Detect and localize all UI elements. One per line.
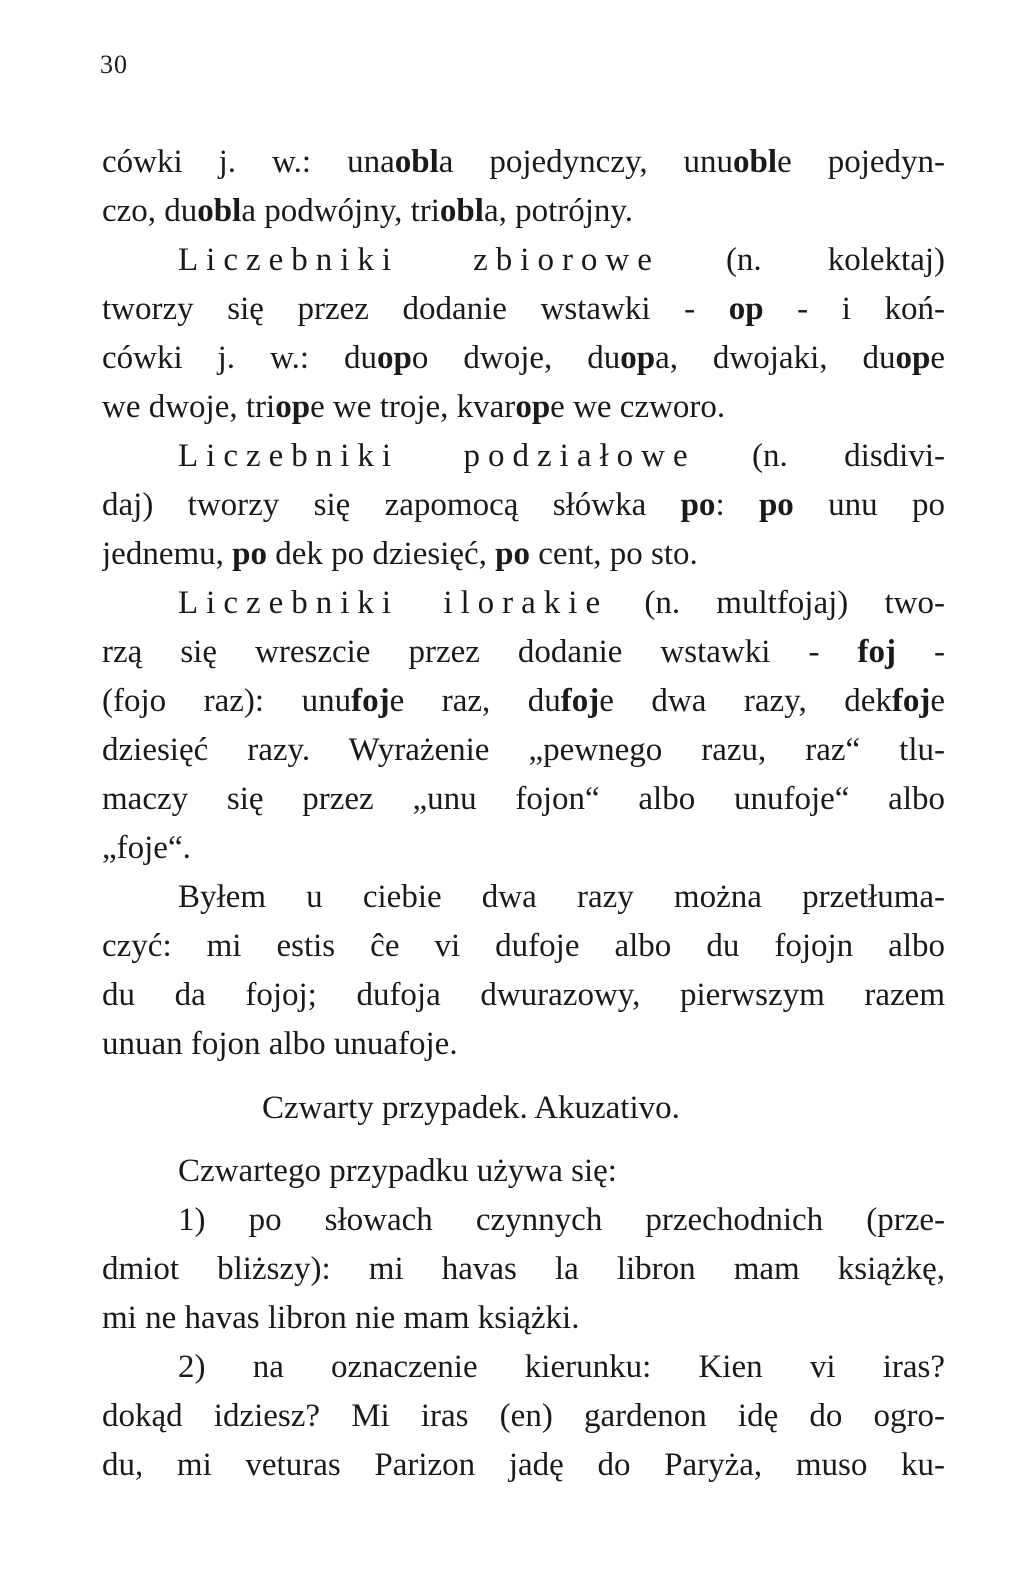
- text-line: we dwoje, triope we troje, kvarope we czworo.: [102, 389, 726, 425]
- text-line: (fojo raz): unufoje raz, dufoje dwa razy, dekfoje: [102, 683, 945, 719]
- text-line: cówki j. w.: duopo dwoje, duopa, dwojaki, duope: [102, 340, 945, 376]
- text-line: jednemu, po dek po dziesięć, po cent, po sto.: [102, 536, 698, 572]
- text-line: du, mi veturas Parizon jadę do Paryża, muso ku-: [102, 1447, 945, 1483]
- text-line: Byłem u ciebie dwa razy można przetłuma-: [178, 879, 945, 915]
- text-line: unuan fojon albo unuafoje.: [102, 1026, 458, 1062]
- text-line: maczy się przez „unu fojon“ albo unufoje“ albo: [102, 781, 945, 817]
- section-heading: Czwarty przypadek. Akuzativo.: [262, 1090, 680, 1126]
- text-line: „foje“.: [102, 830, 191, 866]
- text-line: cówki j. w.: unaobla pojedynczy, unuoble pojedyn-: [102, 144, 945, 180]
- text-line: 2) na oznaczenie kierunku: Kien vi iras?: [178, 1349, 945, 1385]
- text-line: dziesięć razy. Wyrażenie „pewnego razu, raz“ tlu-: [102, 732, 945, 768]
- text-line: Liczebniki podziałowe (n. disdivi-: [178, 438, 945, 474]
- text-line: dokąd idziesz? Mi iras (en) gardenon idę do ogro-: [102, 1398, 945, 1434]
- text-line: czyć: mi estis ĉe vi dufoje albo du fojojn albo: [102, 928, 945, 964]
- text-line: czo, duobla podwójny, triobla, potrójny.: [102, 193, 634, 229]
- text-line: tworzy się przez dodanie wstawki - op - i koń-: [102, 291, 945, 327]
- text-line: rzą się wreszcie przez dodanie wstawki - foj -: [102, 634, 945, 670]
- text-line: Liczebniki ilorakie (n. multfojaj) two-: [178, 585, 945, 621]
- text-line: Czwartego przypadku używa się:: [178, 1153, 617, 1189]
- text-line: du da fojoj; dufoja dwurazowy, pierwszym razem: [102, 977, 945, 1013]
- text-line: mi ne havas libron nie mam książki.: [102, 1300, 580, 1336]
- text-line: 1) po słowach czynnych przechodnich (prze-: [178, 1202, 945, 1238]
- page-number: 30: [100, 50, 128, 79]
- text-line: daj) tworzy się zapomocą słówka po: po unu po: [102, 487, 945, 523]
- text-line: Liczebniki zbiorowe (n. kolektaj): [178, 242, 945, 278]
- text-line: dmiot bliższy): mi havas la libron mam książkę,: [102, 1251, 945, 1287]
